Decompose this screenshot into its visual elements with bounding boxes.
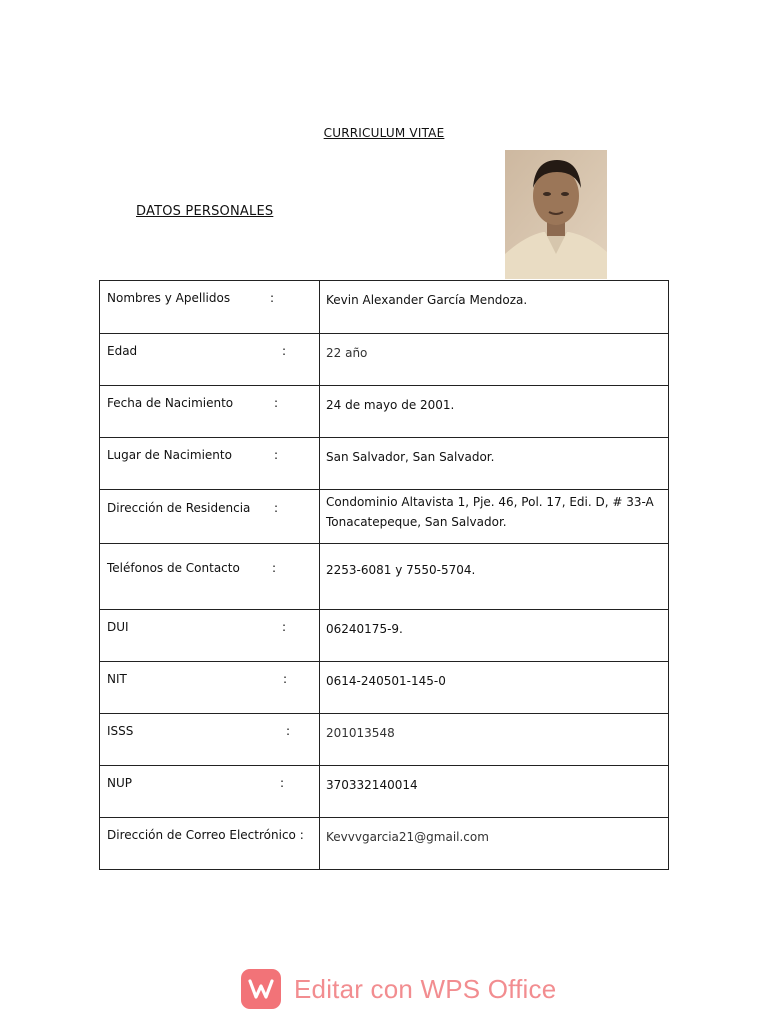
table-row bbox=[100, 385, 668, 437]
table-row bbox=[100, 609, 668, 661]
personal-data-table bbox=[99, 280, 669, 870]
row-value: 201013548 bbox=[326, 726, 395, 740]
row-value: Kevvvgarcia21@gmail.com bbox=[326, 830, 489, 844]
row-colon: : bbox=[282, 620, 287, 634]
row-value: Kevin Alexander García Mendoza. bbox=[326, 293, 528, 307]
row-colon: : bbox=[270, 291, 275, 305]
row-label: ISSS bbox=[107, 724, 134, 738]
row-label: Dirección de Correo Electrónico : bbox=[107, 828, 304, 842]
row-label: Edad bbox=[107, 344, 138, 358]
row-colon: : bbox=[272, 561, 277, 575]
row-colon: : bbox=[274, 501, 279, 515]
row-label: NUP bbox=[107, 776, 132, 790]
wps-logo-icon bbox=[241, 969, 281, 1009]
table-row bbox=[100, 817, 668, 869]
row-colon: : bbox=[282, 344, 287, 358]
row-label: Teléfonos de Contacto bbox=[107, 561, 240, 575]
table-row bbox=[100, 281, 668, 333]
portrait-photo bbox=[505, 150, 607, 279]
section-title: DATOS PERSONALES bbox=[136, 204, 274, 219]
row-colon: : bbox=[274, 448, 279, 462]
row-value: 24 de mayo de 2001. bbox=[326, 398, 455, 412]
row-value: 2253-6081 y 7550-5704. bbox=[326, 563, 476, 577]
table-row bbox=[100, 661, 668, 713]
table-row bbox=[100, 713, 668, 765]
row-value: 0614-240501-145-0 bbox=[326, 674, 446, 688]
row-label: Fecha de Nacimiento bbox=[107, 396, 234, 410]
row-value: 06240175-9. bbox=[326, 622, 403, 636]
table-row bbox=[100, 437, 668, 489]
row-label: Lugar de Nacimiento bbox=[107, 448, 232, 462]
row-value: 370332140014 bbox=[326, 778, 418, 792]
row-value: Condominio Altavista 1, Pje. 46, Pol. 17, Edi. D, # 33-A Tonacatepeque, San Salvador. bbox=[326, 495, 654, 529]
table-row bbox=[100, 489, 668, 543]
edit-with-wps-label: Editar con WPS Office bbox=[294, 973, 557, 1004]
row-label: DUI bbox=[107, 620, 129, 634]
table-row bbox=[100, 543, 668, 609]
table-row bbox=[100, 333, 668, 385]
row-value: 22 año bbox=[326, 346, 368, 360]
row-label: Nombres y Apellidos bbox=[107, 291, 231, 305]
row-colon: : bbox=[286, 724, 291, 738]
document-title: CURRICULUM VITAE bbox=[323, 126, 445, 140]
row-label: NIT bbox=[107, 672, 127, 686]
table-row bbox=[100, 765, 668, 817]
row-label: Dirección de Residencia bbox=[107, 501, 251, 515]
row-value: San Salvador, San Salvador. bbox=[326, 450, 495, 464]
row-colon: : bbox=[280, 776, 285, 790]
row-colon: : bbox=[283, 672, 288, 686]
edit-with-wps-button[interactable] bbox=[241, 969, 556, 1009]
row-colon: : bbox=[274, 396, 279, 410]
